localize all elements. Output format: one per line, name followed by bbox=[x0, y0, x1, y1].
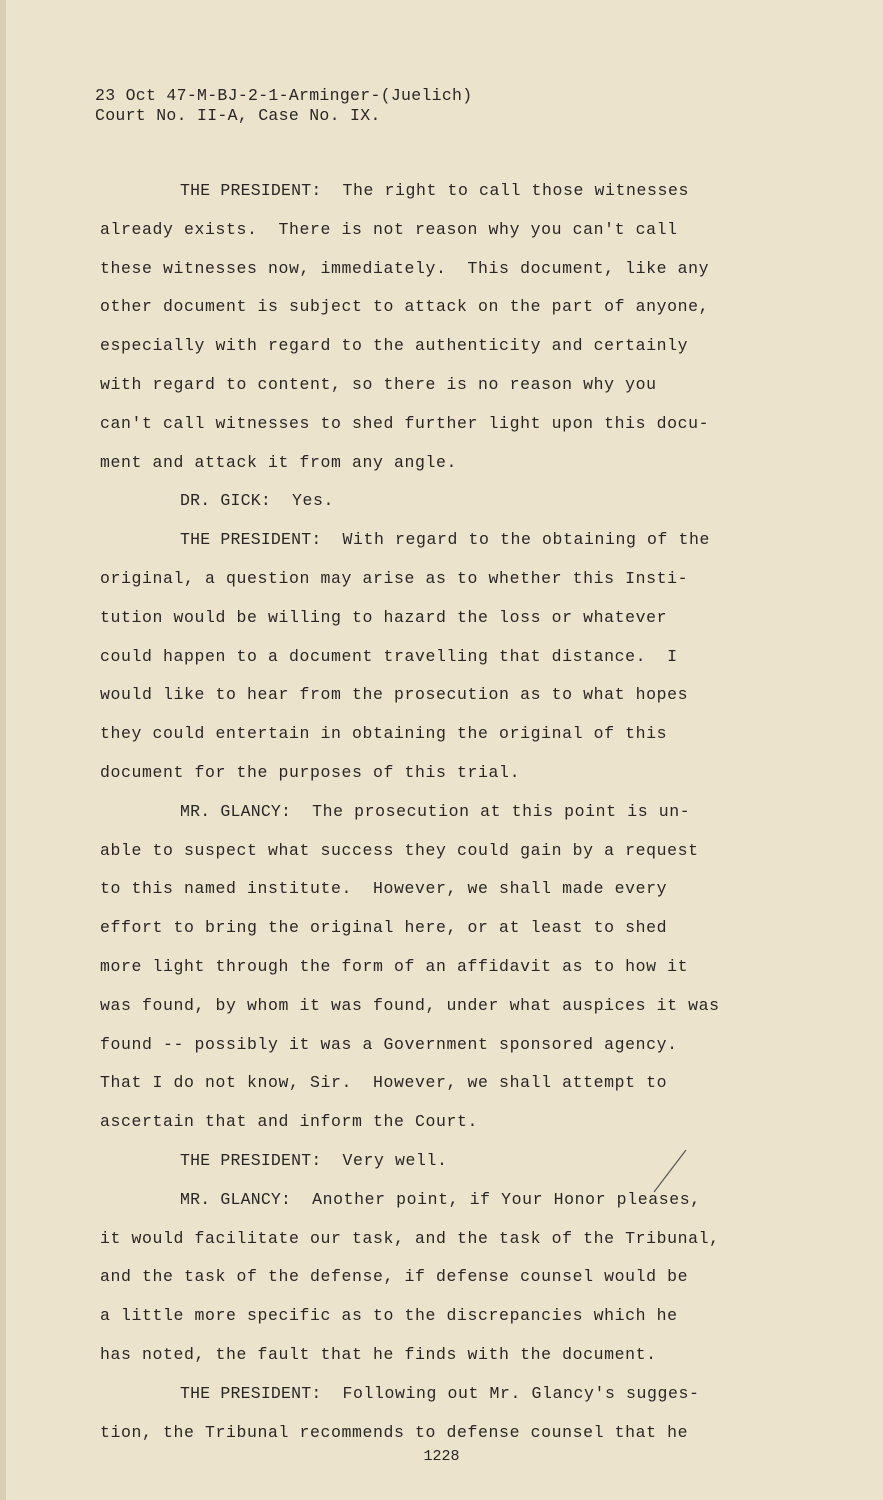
transcript-line: able to suspect what success they could gain by a request bbox=[100, 840, 699, 860]
transcript-line: ascertain that and inform the Court. bbox=[100, 1112, 479, 1132]
transcript-line: could happen to a document travelling that distance. I bbox=[100, 646, 678, 666]
transcript-line: other document is subject to attack on the part of anyone, bbox=[100, 297, 710, 317]
transcript-line: THE PRESIDENT: Following out Mr. Glancy's sugges- bbox=[180, 1383, 700, 1403]
transcript-line: and the task of the defense, if defense counsel would be bbox=[100, 1267, 689, 1287]
page-number: 1228 bbox=[423, 1448, 460, 1465]
transcript-line: MR. GLANCY: Another point, if Your Honor pleases, bbox=[180, 1189, 701, 1209]
transcript-line: more light through the form of an affidavit as to how it bbox=[100, 956, 689, 976]
transcript-line: THE PRESIDENT: Very well. bbox=[180, 1150, 448, 1170]
transcript-line: ment and attack it from any angle. bbox=[100, 452, 458, 472]
transcript-line: original, a question may arise as to whether this Insti- bbox=[100, 568, 689, 588]
speaker-label: MR. GLANCY: bbox=[180, 801, 292, 821]
transcript-line: tution would be willing to hazard the loss or whatever bbox=[100, 607, 668, 627]
transcript-line: That I do not know, Sir. However, we shall attempt to bbox=[100, 1073, 668, 1093]
transcript-line: already exists. There is not reason why you can't call bbox=[100, 219, 678, 239]
speaker-label: THE PRESIDENT: bbox=[180, 530, 322, 550]
paper-edge bbox=[0, 0, 6, 1500]
transcript-line: it would facilitate our task, and the task of the Tribunal, bbox=[100, 1228, 720, 1248]
speaker-label: THE PRESIDENT: bbox=[180, 1150, 322, 1170]
speaker-label: THE PRESIDENT: bbox=[180, 181, 322, 200]
header-line-2: Court No. II-A, Case No. IX. bbox=[95, 106, 381, 125]
transcript-line: found -- possibly it was a Government sponsored agency. bbox=[100, 1034, 678, 1054]
transcript-line: DR. GICK: Yes. bbox=[180, 491, 334, 511]
transcript-line: especially with regard to the authenticity and certainly bbox=[100, 336, 689, 356]
transcript-line: has noted, the fault that he finds with the document. bbox=[100, 1344, 657, 1364]
transcript-line: was found, by whom it was found, under what auspices it was bbox=[100, 995, 720, 1015]
transcript-line: MR. GLANCY: The prosecution at this point is un- bbox=[180, 801, 691, 821]
transcript-line: tion, the Tribunal recommends to defense counsel that he bbox=[100, 1422, 689, 1442]
transcript-line: effort to bring the original here, or at least to shed bbox=[100, 918, 668, 938]
speaker-label: THE PRESIDENT: bbox=[180, 1383, 322, 1403]
header-line-1: 23 Oct 47-M-BJ-2-1-Arminger-(Juelich) bbox=[95, 86, 473, 105]
pencil-check-mark bbox=[650, 1148, 690, 1194]
transcript-line: THE PRESIDENT: With regard to the obtaining of the bbox=[180, 530, 711, 550]
transcript-line: to this named institute. However, we shall made every bbox=[100, 879, 668, 899]
transcript-body bbox=[100, 172, 800, 1452]
transcript-line: THE PRESIDENT: The right to call those witnesses bbox=[180, 181, 690, 200]
transcript-line: they could entertain in obtaining the original of this bbox=[100, 724, 668, 744]
document-header bbox=[95, 86, 472, 126]
transcript-line: with regard to content, so there is no reason why you bbox=[100, 374, 657, 394]
transcript-line: can't call witnesses to shed further light upon this docu- bbox=[100, 413, 710, 433]
transcript-line: would like to hear from the prosecution as to what hopes bbox=[100, 685, 689, 705]
speaker-label: MR. GLANCY: bbox=[180, 1189, 292, 1209]
transcript-line: document for the purposes of this trial. bbox=[100, 762, 521, 782]
transcript-line: a little more specific as to the discrepancies which he bbox=[100, 1306, 678, 1326]
speaker-label: DR. GICK: bbox=[180, 491, 271, 511]
transcript-line: these witnesses now, immediately. This document, like any bbox=[100, 258, 710, 278]
